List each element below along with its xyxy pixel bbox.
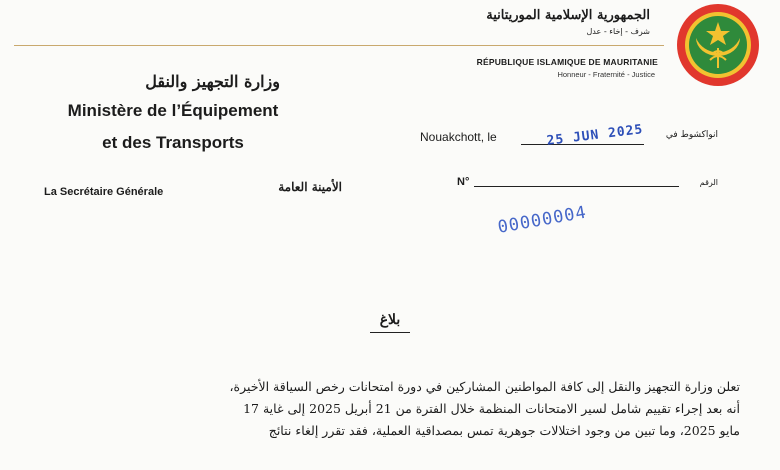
ministry-name-ar: وزارة التجهيز والنقل: [145, 72, 280, 91]
coat-of-arms-seal-icon: [668, 2, 768, 88]
office-title-ar: الأمينة العامة: [278, 180, 342, 194]
place-date-label-ar: انواكشوط في: [665, 130, 718, 140]
notice-title-underline: [370, 332, 410, 333]
place-date-label-fr: Nouakchott, le: [420, 130, 497, 144]
number-line: [474, 186, 679, 187]
ministry-name-fr-line2: et des Transports: [102, 133, 244, 152]
date-stamp: 25 JUN 2025: [545, 122, 645, 149]
republic-name-ar: الجمهورية الإسلامية الموريتانية: [486, 8, 650, 23]
notice-body-line: مايو 2025، وما تبين من وجود اختلالات جوهرية تمس بمصداقية العملية، فقد تقرر إلغاء نتائج: [268, 423, 740, 438]
header-divider: [14, 45, 664, 46]
number-label-ar: الرقم: [699, 178, 718, 187]
number-stamp: 00000004: [496, 202, 589, 238]
notice-body: [50, 376, 740, 442]
notice-body-line: تعلن وزارة التجهيز والنقل إلى كافة المواطنين المشاركين في دورة امتحانات رخص السياقة الأخيرة،: [229, 379, 740, 394]
notice-body-line: أنه بعد إجراء تقييم شامل لسير الامتحانات المنظمة خلال الفترة من 21 أبريل 2025 إلى غاية 17: [243, 401, 740, 416]
ministry-name-fr-line1: Ministère de l’Équipement: [67, 101, 279, 120]
republic-name-fr: RÉPUBLIQUE ISLAMIQUE DE MAURITANIE: [476, 57, 658, 67]
office-title-fr: La Secrétaire Générale: [44, 186, 164, 198]
motto-ar: شرف - إخاء - عدل: [586, 27, 650, 36]
motto-fr: Honneur - Fraternité - Justice: [557, 70, 655, 79]
notice-title: بلاغ: [379, 312, 401, 328]
number-label-fr: N°: [457, 176, 470, 188]
